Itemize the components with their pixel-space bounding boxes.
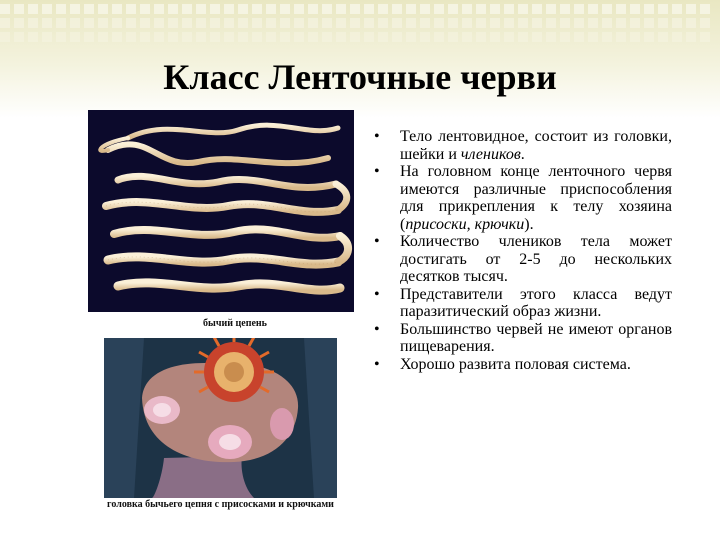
tapeworm-head-caption: головка бычьего цепня с присосками и крючками (107, 499, 334, 510)
bullet-icon: • (374, 163, 380, 180)
bullet-icon: • (374, 355, 380, 373)
list-item: • На головном конце ленточного червя имеются различные приспособления для прикрепления к телу хозяина (присоски, крючки). (374, 163, 672, 233)
tapeworm-head-photo (104, 338, 337, 498)
facts-list (370, 128, 672, 373)
bullet-icon: • (374, 233, 380, 250)
list-item: • Хорошо развита половая система. (374, 355, 631, 373)
bullet-icon: • (374, 285, 380, 303)
list-item: • Количество члеников тела может достигать от 2-5 до нескольких десятков тысяч. (374, 233, 672, 285)
list-item: • Представители этого класса ведут паразитический образ жизни. (374, 285, 672, 320)
tapeworm-photo (88, 110, 354, 312)
slide-title: Класс Ленточные черви (163, 57, 557, 97)
list-item: • Тело лентовидное, состоит из головки, шейки и члеников. (374, 128, 672, 163)
tapeworm-caption: бычий цепень (203, 318, 267, 329)
list-item: • Большинство червей не имеют органов пищеварения. (374, 320, 672, 355)
bullet-icon: • (374, 128, 380, 145)
bullet-icon: • (374, 320, 380, 338)
